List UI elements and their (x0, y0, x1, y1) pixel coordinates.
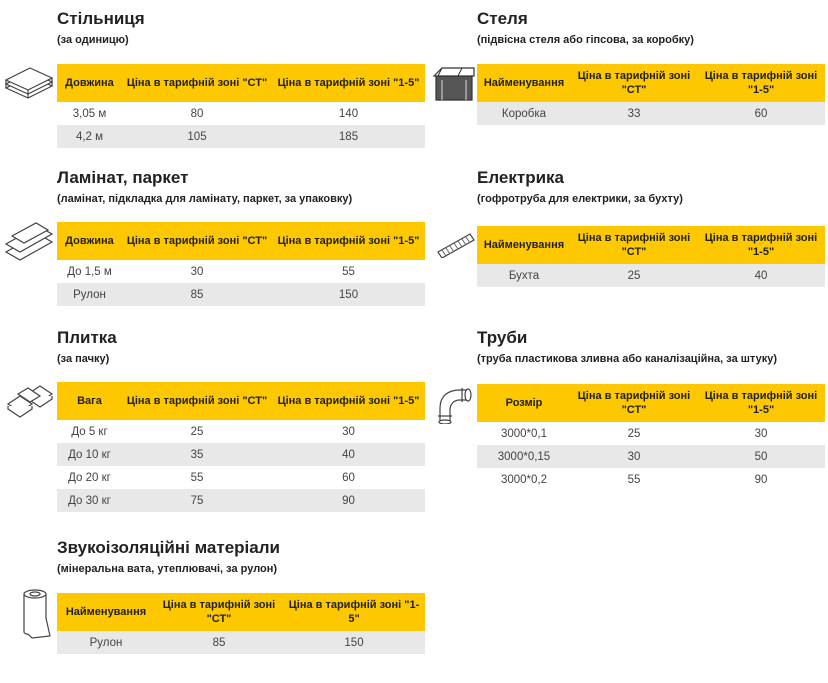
col-price-ct-header: Ціна в тарифній зоні "СТ" (126, 77, 268, 89)
col-price-15-header: Ціна в тарифній зоні "1-5" (288, 599, 420, 625)
cell-price-15: 140 (338, 107, 359, 120)
cell-name: 3000*0,15 (497, 450, 551, 463)
laminate-price-table (57, 222, 425, 306)
cell-price-15: 55 (342, 265, 355, 278)
ceiling-subtitle: (підвісна стеля або гіпсова, за коробку) (477, 34, 694, 46)
cell-name: До 5 кг (71, 425, 108, 438)
ceiling-price-table (477, 64, 825, 125)
laminate-subtitle: (ламінат, підкладка для ламінату, паркет, за упаковку) (57, 193, 353, 205)
table-body (57, 102, 425, 148)
cell-price-ct: 35 (190, 448, 204, 461)
table-header (57, 593, 425, 631)
insulation-subtitle: (мінеральна вата, утеплювачі, за рулон) (57, 563, 278, 575)
cell-price-ct: 85 (190, 288, 204, 301)
cell-name: Рулон (73, 288, 106, 301)
cell-price-ct: 105 (187, 130, 207, 143)
electrics-subtitle: (гофротруба для електрики, за бухту) (477, 193, 683, 205)
table-header (57, 382, 425, 420)
col-name-header: Найменування (483, 239, 565, 251)
col-length-header: Довжина (65, 235, 114, 247)
col-weight-header: Вага (77, 395, 102, 407)
table-row (57, 102, 425, 125)
col-price-15-header: Ціна в тарифній зоні "1-5" (277, 77, 420, 89)
cell-price-15: 150 (344, 636, 364, 649)
col-price-ct-header: Ціна в тарифній зоні "СТ" (126, 235, 268, 247)
table-row (57, 443, 425, 466)
table-body (477, 264, 825, 287)
col-price-ct-header: Ціна в тарифній зоні "СТ" (126, 395, 268, 407)
table-row (57, 283, 425, 306)
cell-price-ct: 85 (212, 636, 226, 649)
table-header (477, 64, 825, 102)
table-header (57, 64, 425, 102)
cell-price-ct: 55 (627, 473, 641, 486)
table-body (57, 260, 425, 306)
col-price-ct-header: Ціна в тарифній зоні "СТ" (577, 70, 691, 96)
cell-name: Коробка (501, 107, 547, 120)
cell-name: 3,05 м (72, 107, 107, 120)
laminate-boards-icon (4, 222, 54, 262)
cell-name: Рулон (89, 636, 123, 649)
pipes-title: Труби (477, 328, 528, 347)
tiles-price-table (57, 382, 425, 512)
col-price-15-header: Ціна в тарифній зоні "1-5" (704, 232, 818, 258)
tiles-subtitle: (за пачку) (57, 353, 110, 365)
table-header (477, 226, 825, 264)
table-row (477, 468, 825, 491)
countertop-title: Стільниця (57, 9, 145, 28)
cell-price-ct: 80 (190, 107, 204, 120)
tiles-title: Плитка (57, 328, 117, 347)
cell-name: 3000*0,2 (500, 473, 548, 486)
cell-price-15: 30 (754, 427, 768, 440)
cell-price-15: 90 (754, 473, 768, 486)
table-row (57, 489, 425, 512)
col-price-ct-header: Ціна в тарифній зоні "СТ" (162, 599, 276, 625)
table-body (57, 420, 425, 512)
cell-name: Бухта (508, 269, 540, 282)
table-row (477, 102, 825, 125)
insulation-roll-icon (18, 588, 52, 640)
tiles-icon (4, 382, 56, 424)
col-length-header: Довжина (65, 77, 114, 89)
table-row (477, 264, 825, 287)
table-row (477, 445, 825, 468)
col-price-15-header: Ціна в тарифній зоні "1-5" (704, 390, 818, 416)
corrugated-pipe-icon (434, 226, 476, 258)
cell-price-15: 150 (338, 288, 359, 301)
cell-price-15: 40 (754, 269, 768, 282)
col-price-ct-header: Ціна в тарифній зоні "СТ" (577, 390, 691, 416)
laminate-title: Ламінат, паркет (57, 168, 189, 187)
pipe-elbow-icon (434, 384, 476, 424)
cell-price-ct: 75 (190, 494, 204, 507)
ceiling-box-icon (432, 66, 476, 102)
electrics-title: Електрика (477, 168, 565, 187)
table-body (57, 631, 425, 654)
cell-price-15: 40 (342, 448, 355, 461)
table-row (57, 420, 425, 443)
cell-name: До 1,5 м (67, 265, 112, 278)
col-price-15-header: Ціна в тарифній зоні "1-5" (704, 70, 818, 96)
cell-price-15: 60 (342, 471, 355, 484)
cell-name: До 30 кг (68, 494, 111, 507)
cell-price-15: 30 (342, 425, 355, 438)
table-row (57, 260, 425, 283)
electrics-price-table (477, 226, 825, 287)
pipes-subtitle: (труба пластикова зливна або каналізаційна, за штуку) (477, 353, 777, 365)
col-name-header: Найменування (65, 606, 147, 618)
table-row (57, 631, 425, 654)
col-size-header: Розмір (505, 397, 543, 409)
cell-price-ct: 25 (627, 269, 641, 282)
cell-price-15: 50 (754, 450, 768, 463)
col-name-header: Найменування (483, 77, 565, 89)
countertop-slabs-icon (4, 64, 54, 102)
countertop-subtitle: (за одиницю) (57, 34, 129, 46)
pipes-price-table (477, 384, 825, 491)
insulation-price-table (57, 593, 425, 654)
insulation-title: Звукоізоляційні матеріали (57, 538, 280, 557)
cell-price-ct: 33 (627, 107, 641, 120)
table-header (57, 222, 425, 260)
cell-price-ct: 30 (190, 265, 204, 278)
cell-price-15: 185 (338, 130, 359, 143)
table-row (57, 125, 425, 148)
cell-price-ct: 25 (190, 425, 204, 438)
table-row (57, 466, 425, 489)
col-price-ct-header: Ціна в тарифній зоні "СТ" (577, 232, 691, 258)
cell-name: 4,2 м (75, 130, 104, 143)
cell-price-15: 60 (754, 107, 768, 120)
cell-price-ct: 25 (627, 427, 641, 440)
cell-name: До 10 кг (68, 448, 111, 461)
cell-name: 3000*0,1 (500, 427, 548, 440)
cell-name: До 20 кг (68, 471, 111, 484)
col-price-15-header: Ціна в тарифній зоні "1-5" (277, 235, 420, 247)
ceiling-title: Стеля (477, 9, 528, 28)
cell-price-ct: 55 (190, 471, 204, 484)
table-body (477, 102, 825, 125)
table-header (477, 384, 825, 422)
col-price-15-header: Ціна в тарифній зоні "1-5" (277, 395, 420, 407)
countertop-price-table (57, 64, 425, 148)
table-body (477, 422, 825, 491)
cell-price-ct: 30 (627, 450, 641, 463)
table-row (477, 422, 825, 445)
cell-price-15: 90 (342, 494, 355, 507)
